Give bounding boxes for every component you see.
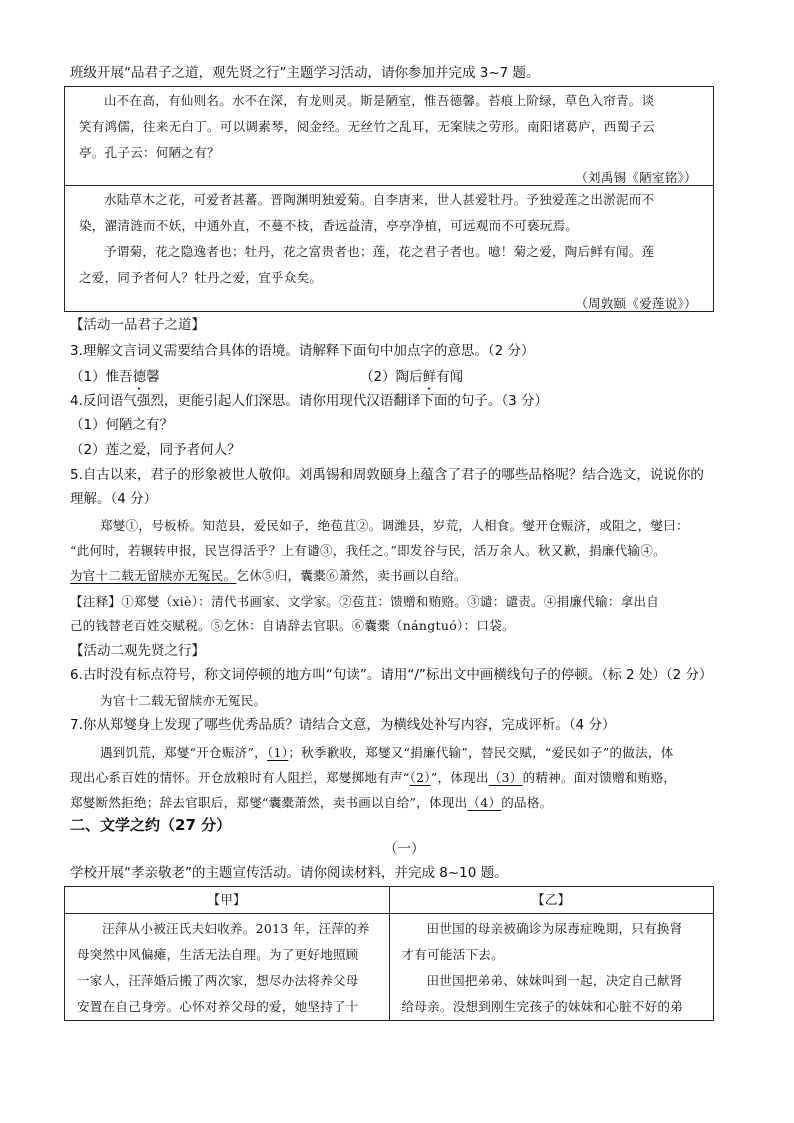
question-7-stem: 7.你从郑燮身上发现了哪些优秀品质？请结合文意，为横线处补写内容，完成评析。（4 分） — [70, 717, 616, 733]
activity-two-heading: 【活动二观先贤之行】 — [70, 643, 205, 659]
material-b-line: 田世国的母亲被确诊为尿毒症晚期，只有换肾 — [426, 921, 683, 936]
dotted-character: 德 — [132, 369, 147, 385]
question-3-stem: 3.理解文言词义需要结合具体的语境。请解释下面句中加点字的意思。（2 分） — [70, 343, 535, 359]
question-4-sentence-1: （1）何陋之有？ — [70, 417, 174, 433]
annotation-line: 己的钱替老百姓交赋税。⑤乞休：自请辞去官职。⑥囊橐（nángtuó）：口袋。 — [70, 618, 515, 633]
ailianshuo-citation: （周敦颐《爱莲说》） — [575, 296, 697, 311]
question-4-stem: 4.反问语气强烈，更能引起人们深思。请你用现代汉语翻译下面的句子。（3 分） — [70, 393, 549, 409]
ailianshuo-line: 之爱，同予者何人？牡丹之爱，宜乎众矣。 — [79, 270, 323, 285]
question-3-item-2: （2）陶后鲜有闻 — [360, 369, 464, 385]
ailianshuo-line: 水陆草木之花，可爱者甚蕃。晋陶渊明独爱菊。自李唐来，世人甚爱牡丹。予独爱莲之出淤泥而不 — [104, 192, 655, 207]
loushiming-citation: （刘禹锡《陋室铭》） — [575, 170, 697, 185]
question-6-sentence: 为官十二载无留牍亦无冤民。 — [100, 693, 267, 708]
question-6-stem: 6.古时没有标点符号，称文词停顿的地方叫“句读”。请用“/”标出文中画横线句子的停顿。（标 2 处）（2 分） — [70, 667, 713, 683]
material-b-cell — [389, 914, 714, 1021]
annotation-line: 【注释】①郑燮（xiè）：清代书画家、文学家。②苞苴：馈赠和贿赂。③谴：谴责。④捐廉代输：拿出自 — [70, 594, 660, 609]
blank-4[interactable]: （4） — [467, 795, 502, 810]
material-table — [64, 886, 714, 1021]
dotted-character: 鲜 — [422, 369, 437, 385]
loushiming-line: 亭。孔子云：何陋之有？ — [79, 145, 220, 160]
material-b-line: 才有可能活下去。 — [401, 947, 504, 962]
zhengxie-line: 为官十二载无留牍亦无冤民。乞休⑤归，囊橐⑥萧然，卖书画以自给。 — [70, 568, 467, 583]
loushiming-line: 山不在高，有仙则名。水不在深，有龙则灵。斯是陋室，惟吾德馨。苔痕上阶绿，草色入帘青。谈 — [104, 93, 655, 108]
question-5-stem: 5.自古以来，君子的形象被世人敬仰。刘禹锡和周敦颐身上蕴含了君子的哪些品格呢？结合选文，说说你的 — [70, 467, 704, 483]
zhengxie-line: 郑燮①，号板桥。知范县，爱民如子，绝苞苴②。调潍县，岁荒，人相食。燮开仓赈济，或阻之，燮曰： — [100, 518, 689, 533]
material-a-line: 一家人，汪萍婚后搬了两次家，想尽办法将养父母 — [77, 973, 359, 988]
text-box-ailianshuo — [64, 185, 714, 312]
underlined-sentence: 为官十二载无留牍亦无冤民。 — [70, 568, 237, 583]
activity-intro: 班级开展“品君子之道，观先贤之行”主题学习活动，请你参加并完成 3~7 题。 — [70, 65, 540, 81]
section-two-heading: 二、文学之约（27 分） — [70, 816, 232, 834]
material-a-line: 汪萍从小被汪氏夫妇收养。2013 年，汪萍的养 — [102, 921, 370, 936]
ailianshuo-line: 予谓菊，花之隐逸者也；牡丹，花之富贵者也；莲，花之君子者也。噫！菊之爱，陶后鲜有闻。莲 — [104, 244, 655, 259]
question-5-stem-cont: 理解。（4 分） — [70, 491, 158, 507]
zhengxie-line: “此何时，若辗转申报，民岂得活乎？上有谴③，我任之。”即发谷与民，活万余人。秋又歉，捐廉代输④。 — [70, 543, 666, 558]
part-one-heading: （一） — [384, 841, 425, 857]
activity-one-heading: 【活动一品君子之道】 — [70, 317, 205, 333]
question-7-line: 现出心系百姓的情怀。开仓放粮时有人阻拦，郑燮掷地有声“（2）”，体现出（3）的精神。面对馈赠和贿赂， — [70, 770, 677, 785]
blank-2[interactable]: （2） — [409, 770, 431, 785]
material-a-line: 母突然中风偏瘫，生活无法自理。为了更好地照顾 — [77, 947, 359, 962]
blank-1[interactable]: （1） — [266, 745, 289, 760]
material-a-line: 安置在自己身旁。心怀对养父母的爱，她坚持了十 — [77, 999, 359, 1014]
text-box-loushiming — [64, 86, 714, 186]
material-a-cell — [65, 914, 390, 1021]
question-4-sentence-2: （2）莲之爱，同予者何人？ — [70, 442, 241, 458]
blank-3[interactable]: （3） — [488, 770, 523, 785]
question-3-item-1: （1）惟吾德馨 — [70, 369, 160, 385]
material-a-header: 【甲】 — [65, 887, 390, 914]
section-two-intro: 学校开展“孝亲敬老”的主题宣传活动。请你阅读材料，并完成 8~10 题。 — [70, 865, 508, 881]
material-b-line: 给母亲。没想到刚生完孩子的妹妹和心脏不好的弟 — [401, 999, 684, 1014]
ailianshuo-line: 染，濯清涟而不妖，中通外直，不蔓不枝，香远益清，亭亭净植，可远观而不可亵玩焉。 — [79, 218, 579, 233]
question-7-line: 遇到饥荒，郑燮“开仓赈济”，（1）；秋季歉收，郑燮又“捐廉代输”，替民交赋，“爱民如子”的做法，体 — [100, 745, 674, 760]
question-7-line: 郑燮断然拒绝；辞去官职后，郑燮“囊橐萧然，卖书画以自给”，体现出（4）的品格。 — [70, 795, 553, 810]
material-b-line: 田世国把弟弟、妹妹叫到一起，决定自己献肾 — [426, 973, 683, 988]
loushiming-line: 笑有鸿儒，往来无白丁。可以调素琴，阅金经。无丝竹之乱耳，无案牍之劳形。南阳诸葛庐，西蜀子云 — [79, 119, 656, 134]
material-b-header: 【乙】 — [389, 887, 714, 914]
